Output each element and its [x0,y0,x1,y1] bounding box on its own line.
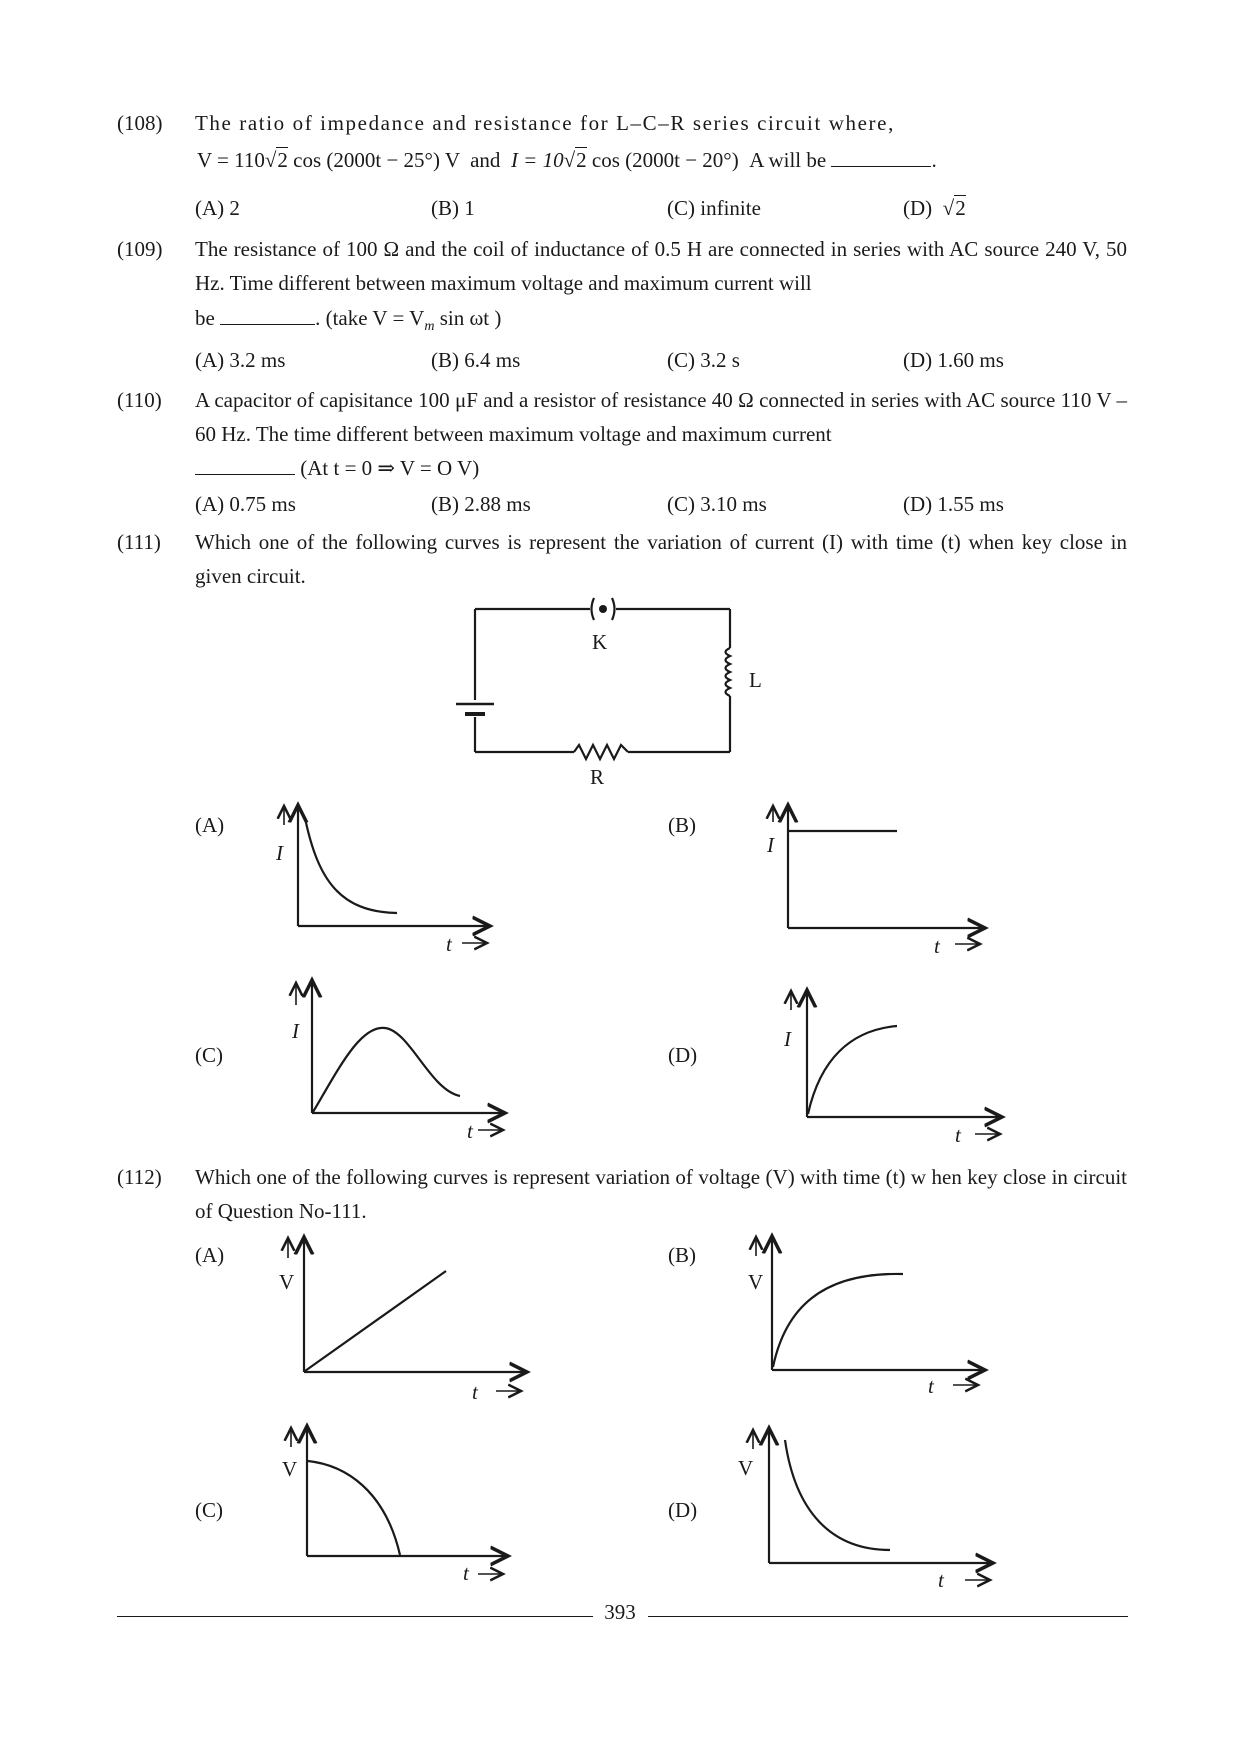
q110-cond: (At t = 0 ⇒ V = O V) [195,456,479,481]
answer-blank [831,148,931,167]
axis-x-label: t [928,1374,934,1398]
key-label: K [592,630,608,654]
option-c: (C) 3.2 s [667,348,740,372]
question-text: A capacitor of capisitance 100 μF and a resistor of resistance 40 Ω connected in series with AC source 110 V – 60 Hz. The time different between maximum voltage and maximum current [195,388,1127,446]
option-d: (D) 1.60 ms [903,348,1004,372]
footer-rule-left [117,1616,593,1617]
axis-x-label: t [446,932,452,956]
q112-graph-d-label: (D) [668,1498,698,1522]
resistor-label: R [590,765,605,789]
key-dot [599,605,607,613]
q109-take: be . (take $V = V_m$ sin ωt ) [195,306,502,335]
question-number: (112) [117,1165,162,1189]
axis-y-label: I [276,841,283,865]
option-d: (D) √2 [903,196,966,220]
answer-blank [195,456,295,475]
option-b: (B) 1 [431,196,475,220]
question-number: (110) [117,388,162,412]
growth-curve [808,1026,897,1114]
option-b: (B) 2.88 ms [431,492,531,516]
q112-graph-a-label: (A) [195,1243,225,1267]
q112-graph-a [288,1237,527,1391]
question-108 [117,106,1127,140]
axis-x-label: t [463,1561,469,1585]
q112-graph-c [291,1426,508,1574]
falling-curve [308,1461,400,1555]
q108-formula: V = 110√2 cos (2000t − 25°) V and I = 10√2 cos (2000t − 20°) A will be . [197,148,937,172]
question-text: The ratio of impedance and resistance for L–C–R series circuit where, [195,111,895,135]
q111-graph-d-label: (D) [668,1043,698,1067]
question-text: Which one of the following curves is represent variation of voltage (V) with time (t) w hen key close in circuit of Question No-111. [195,1165,1127,1223]
q112-graph-b-label: (B) [668,1243,696,1267]
q112-graph-b [756,1236,985,1385]
q112-graph-d [753,1428,993,1580]
linear-line [305,1271,446,1371]
footer-rule-right [648,1616,1128,1617]
resistor-symbol [574,745,628,759]
option-d: (D) 1.55 ms [903,492,1004,516]
option-c: (C) infinite [667,196,761,220]
q112-graph-c-label: (C) [195,1498,223,1522]
q111-graph-d [791,990,1002,1134]
axis-x-label: t [955,1123,961,1147]
question-111 [117,525,1127,593]
question-number: (108) [117,111,163,135]
question-number: (111) [117,530,161,554]
axis-x-label: t [472,1380,478,1404]
axis-x-label: t [938,1568,944,1592]
q111-graph-a [284,805,490,943]
growth-curve [773,1274,903,1367]
q111-graph-b-label: (B) [668,813,696,837]
key-left-arc [592,598,595,620]
axis-y-label: I [767,833,774,857]
axis-x-label: t [934,934,940,958]
axis-x-label: t [467,1119,473,1143]
axis-y-label: V [279,1270,295,1294]
question-text: Which one of the following curves is represent the variation of current (I) with time (t) when key close in given circuit. [195,530,1127,588]
question-number: (109) [117,237,163,261]
question-112 [117,1160,1127,1228]
q111-graph-c-label: (C) [195,1043,223,1067]
axis-y-label: V [738,1456,754,1480]
question-110 [117,383,1127,451]
question-109 [117,232,1127,300]
option-b: (B) 6.4 ms [431,348,521,372]
axis-y-label: V [748,1270,764,1294]
page-number: 393 [604,1600,636,1624]
question-text: The resistance of 100 Ω and the coil of inductance of 0.5 H are connected in series with AC source 240 V, 50 Hz. Time different between maximum voltage and maximum current will [195,237,1127,295]
option-a: (A) 2 [195,196,240,220]
inductor-label: L [749,668,762,692]
axis-y-label: V [282,1457,298,1481]
inductor-symbol [726,648,731,696]
q111-graph-a-label: (A) [195,813,225,837]
peak-curve [313,1028,460,1112]
option-c: (C) 3.10 ms [667,492,767,516]
answer-blank [220,306,315,325]
option-a: (A) 0.75 ms [195,492,296,516]
decaying-curve [785,1440,890,1550]
q111-graph-c [296,980,505,1130]
decaying-curve [305,818,397,913]
option-a: (A) 3.2 ms [195,348,286,372]
key-right-arc [612,598,615,620]
q111-graph-b [773,805,985,944]
axis-y-label: I [784,1027,791,1051]
axis-y-label: I [292,1019,299,1043]
